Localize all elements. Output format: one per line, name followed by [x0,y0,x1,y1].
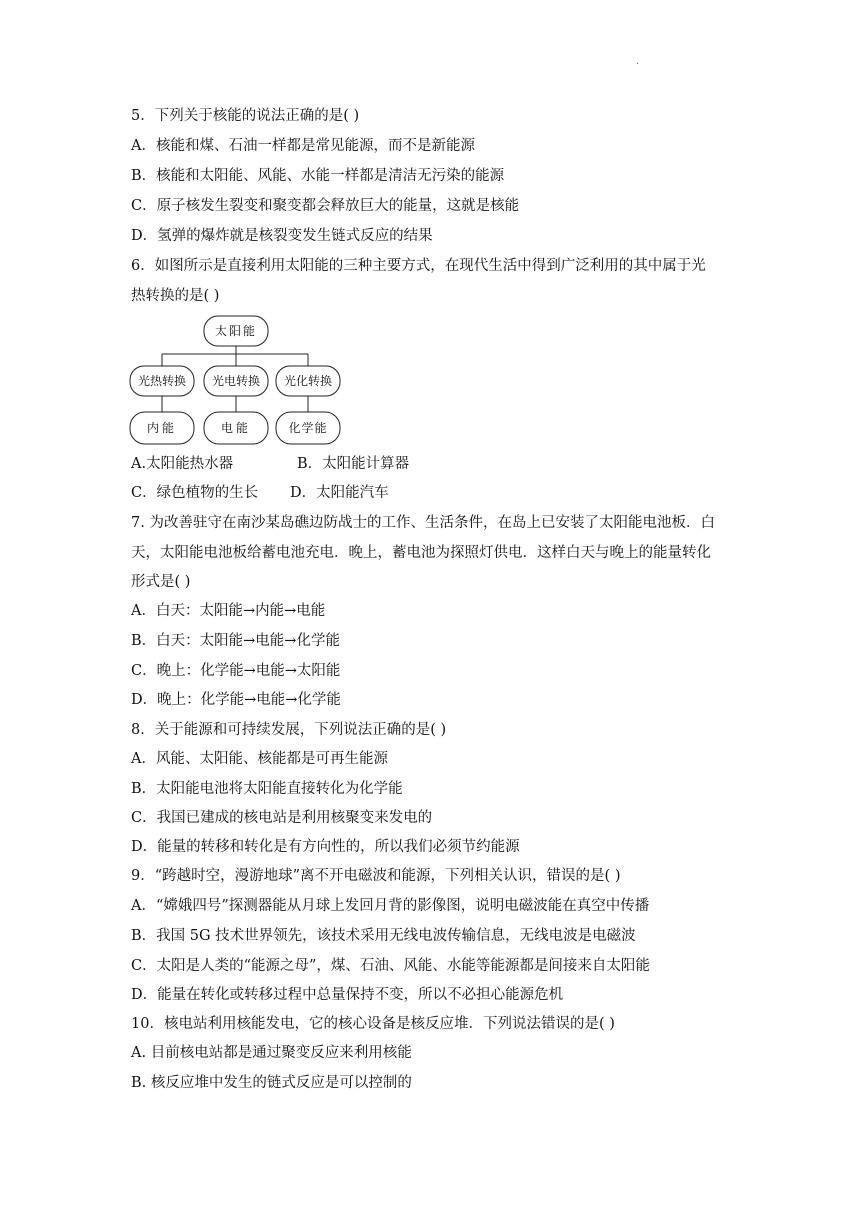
page-mark: . [636,56,640,67]
q9-option-c: C．太阳是人类的“能源之母”，煤、石油、风能、水能等能源都是间接来自太阳能 [131,958,650,974]
q7-stem-line2: 天，太阳能电池板给蓄电池充电．晚上，蓄电池为探照灯供电．这样白天与晚上的能量转化 [131,545,711,561]
q6-stem-line2: 热转换的是( ) [131,288,220,304]
q5-stem: 5．下列关于核能的说法正确的是( ) [131,108,360,124]
q5-option-b: B．核能和太阳能、风能、水能一样都是清洁无污染的能源 [131,168,505,184]
q8-option-d: D．能量的转移和转化是有方向性的，所以我们必须节约能源 [131,839,520,855]
q6-option-b: B．太阳能计算器 [297,456,410,472]
diagram-leaf-label-2: 电能 [220,421,252,435]
q10-option-b: B. 核反应堆中发生的链式反应是可以控制的 [131,1075,412,1091]
q8-stem: 8．关于能源和可持续发展，下列说法正确的是( ) [131,722,447,738]
q8-option-c: C．我国已建成的核电站是利用核聚变来发电的 [131,810,433,826]
q9-stem: 9．“跨越时空，漫游地球”离不开电磁波和能源，下列相关认识，错误的是( ) [131,868,621,884]
q7-option-a: A．白天：太阳能→内能→电能 [131,603,326,619]
q6-stem-line1: 6．如图所示是直接利用太阳能的三种主要方式，在现代生活中得到广泛利用的其中属于光 [131,258,706,274]
q8-option-b: B．太阳能电池将太阳能直接转化为化学能 [131,781,403,797]
q9-option-a: A．“嫦娥四号”探测器能从月球上发回月背的影像图，说明电磁波能在真空中传播 [131,898,650,914]
diagram-leaf-label-3: 化学能 [288,421,328,435]
q6-option-c: C．绿色植物的生长 [131,485,259,501]
q7-option-d: D．晚上：化学能→电能→化学能 [131,692,341,708]
q6-option-d: D．太阳能汽车 [290,485,389,501]
diagram-mid-label-1: 光热转换 [137,374,187,388]
q5-option-d: D．氢弹的爆炸就是核裂变发生链式反应的结果 [131,228,433,244]
q7-option-c: C．晚上：化学能→电能→太阳能 [131,663,341,679]
q7-stem-line3: 形式是( ) [131,574,191,590]
q6-option-a: A.太阳能热水器 [131,456,234,472]
q7-stem-line1: 7. 为改善驻守在南沙某岛礁边防战士的工作、生活条件，在岛上已安装了太阳能电池板．白 [131,515,715,531]
diagram-leaf-label-1: 内能 [146,421,178,435]
diagram-mid-label-2: 光电转换 [211,374,261,388]
q5-option-c: C．原子核发生裂变和聚变都会释放巨大的能量，这就是核能 [131,198,520,214]
q10-stem: 10．核电站利用核能发电，它的核心设备是核反应堆．下列说法错误的是( ) [131,1016,615,1032]
solar-energy-diagram [126,310,346,450]
q7-option-b: B．白天：太阳能→电能→化学能 [131,633,340,649]
q8-option-a: A．风能、太阳能、核能都是可再生能源 [131,751,388,767]
q9-option-d: D．能量在转化或转移过程中总量保持不变，所以不必担心能源危机 [131,987,564,1003]
q5-option-a: A．核能和煤、石油一样都是常见能源，而不是新能源 [131,138,475,154]
q10-option-a: A. 目前核电站都是通过聚变反应来利用核能 [131,1045,412,1061]
diagram-mid-label-3: 光化转换 [283,374,333,388]
diagram-root-label: 太阳能 [214,324,258,338]
q9-option-b: B．我国 5G 技术世界领先，该技术采用无线电波传输信息，无线电波是电磁波 [131,928,636,944]
